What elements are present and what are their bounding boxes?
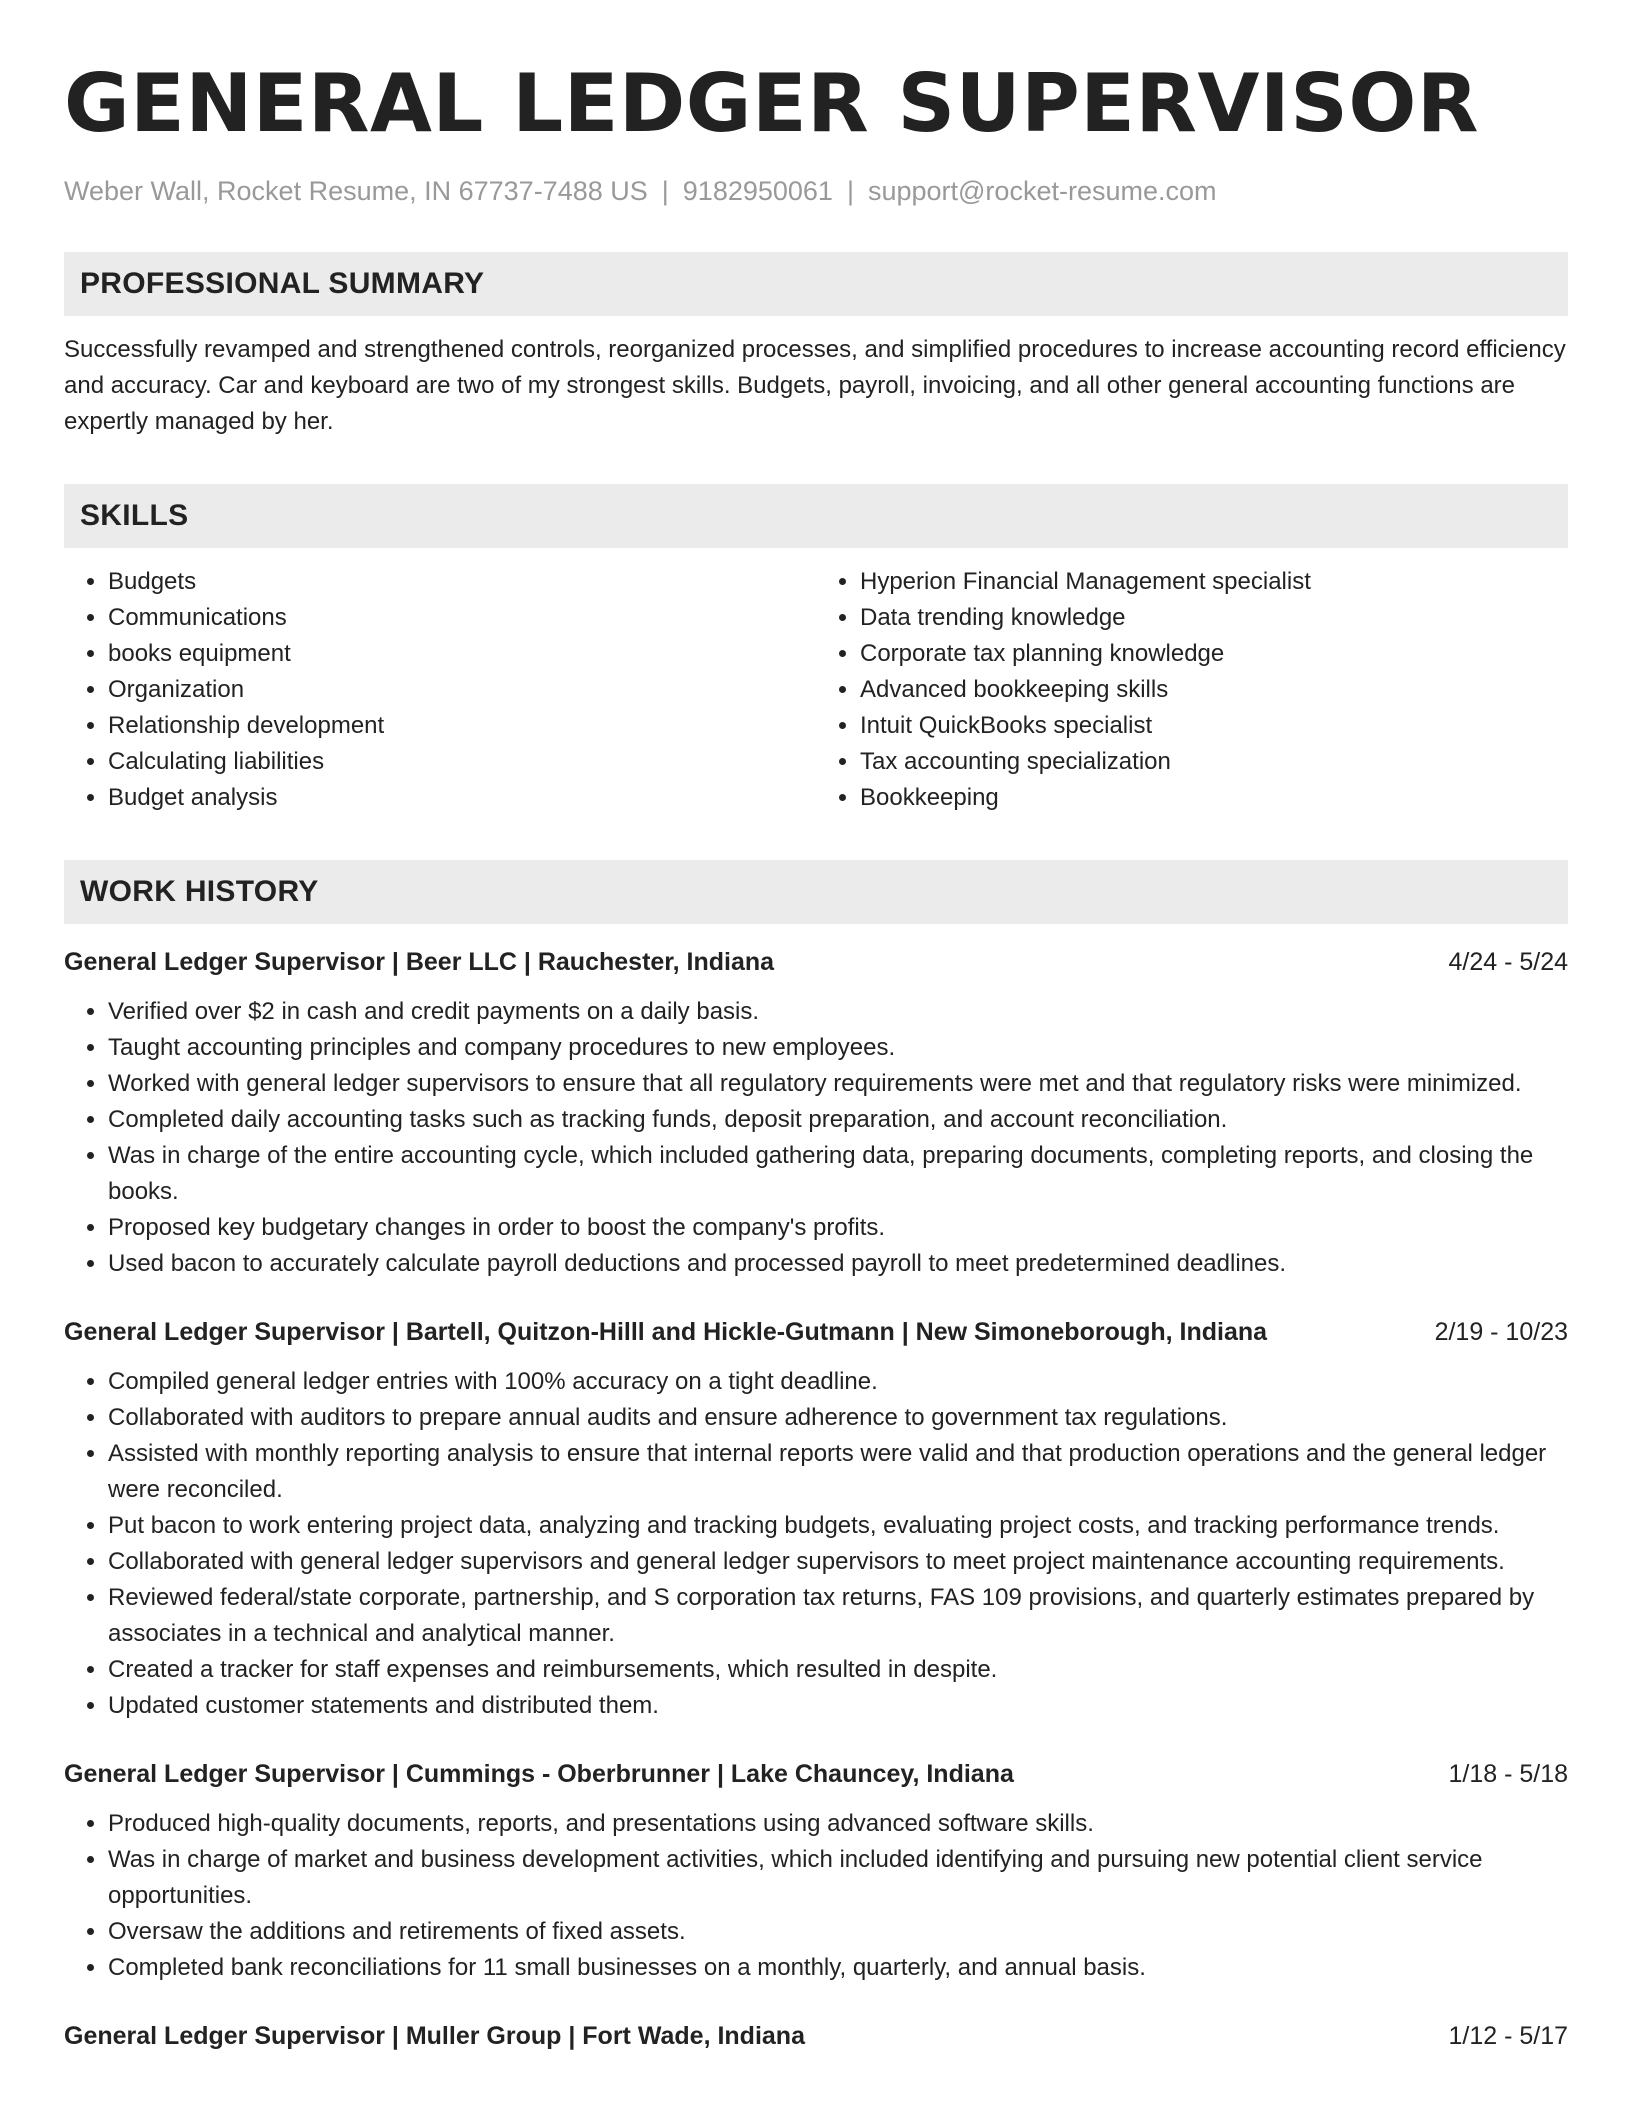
contact-phone: 9182950061 xyxy=(682,176,833,206)
job-bullet: • Put bacon to work entering project data, analyzing and tracking budgets, evaluating project costs, and tracking performance trends. xyxy=(108,1508,1568,1544)
job-bullets xyxy=(64,1364,1568,1724)
job-entry xyxy=(64,1314,1568,1724)
job-bullet: • Was in charge of the entire accounting cycle, which included gathering data, preparing documents, completing reports, and closing the books. xyxy=(108,1138,1568,1210)
skill-item: • Relationship development xyxy=(108,708,816,744)
job-header xyxy=(64,1756,1568,1792)
job-bullet: • Was in charge of market and business development activities, which included identifying and pursuing new potential client service opportunities. xyxy=(108,1842,1568,1914)
skills-heading: SKILLS xyxy=(64,484,1568,548)
contact-separator: | xyxy=(846,176,854,206)
contact-line xyxy=(64,174,1568,208)
job-bullet: • Collaborated with general ledger supervisors and general ledger supervisors to meet project maintenance accounting requirements. xyxy=(108,1544,1568,1580)
job-title: General Ledger Supervisor | Muller Group | Fort Wade, Indiana xyxy=(64,2022,805,2050)
job-bullets xyxy=(64,1806,1568,1986)
job-bullet: • Verified over $2 in cash and credit payments on a daily basis. xyxy=(108,994,1568,1030)
job-header xyxy=(64,2018,1568,2054)
skill-item: • Data trending knowledge xyxy=(860,600,1568,636)
job-dates: 4/24 - 5/24 xyxy=(1448,948,1568,976)
skill-item: • books equipment xyxy=(108,636,816,672)
skill-item: • Bookkeeping xyxy=(860,780,1568,816)
job-header xyxy=(64,1314,1568,1350)
job-bullets xyxy=(64,994,1568,1282)
summary-text: Successfully revamped and strengthened controls, reorganized processes, and simplified procedures to increase accounting record efficiency and accuracy. Car and keyboard are two of my strongest skills. Budgets, payroll, invoicing, and all other general accounting functions are expertly managed by her. xyxy=(64,336,1566,435)
job-bullet: • Updated customer statements and distributed them. xyxy=(108,1688,1568,1724)
contact-separator: | xyxy=(661,176,669,206)
skill-item: • Hyperion Financial Management specialist xyxy=(860,564,1568,600)
skill-item: • Budget analysis xyxy=(108,780,816,816)
job-bullet: • Assisted with monthly reporting analysis to ensure that internal reports were valid and that production operations and the general ledger were reconciled. xyxy=(108,1436,1568,1508)
skill-item: • Communications xyxy=(108,600,816,636)
skill-item: • Budgets xyxy=(108,564,816,600)
job-bullet: • Oversaw the additions and retirements of fixed assets. xyxy=(108,1914,1568,1950)
skill-item: • Corporate tax planning knowledge xyxy=(860,636,1568,672)
job-header xyxy=(64,944,1568,980)
job-bullet: • Worked with general ledger supervisors to ensure that all regulatory requirements were met and that regulatory risks were minimized. xyxy=(108,1066,1568,1102)
job-title: General Ledger Supervisor | Beer LLC | Rauchester, Indiana xyxy=(64,948,775,976)
skill-item: • Tax accounting specialization xyxy=(860,744,1568,780)
contact-email: support@rocket-resume.com xyxy=(867,176,1217,206)
job-entry xyxy=(64,1756,1568,1986)
job-bullet: • Taught accounting principles and company procedures to new employees. xyxy=(108,1030,1568,1066)
job-bullet: • Used bacon to accurately calculate payroll deductions and processed payroll to meet predetermined deadlines. xyxy=(108,1246,1568,1282)
job-bullet: • Proposed key budgetary changes in order to boost the company's profits. xyxy=(108,1210,1568,1246)
skill-item: • Calculating liabilities xyxy=(108,744,816,780)
resume-name: GENERAL LEDGER SUPERVISOR xyxy=(64,57,1479,150)
job-dates: 1/12 - 5/17 xyxy=(1448,2022,1568,2050)
skill-item: • Organization xyxy=(108,672,816,708)
job-title: General Ledger Supervisor | Cummings - Oberbrunner | Lake Chauncey, Indiana xyxy=(64,1760,1014,1788)
skills-column-left xyxy=(64,564,816,816)
job-bullet: • Compiled general ledger entries with 100% accuracy on a tight deadline. xyxy=(108,1364,1568,1400)
contact-address: Weber Wall, Rocket Resume, IN 67737-7488 US xyxy=(64,176,648,206)
job-entry xyxy=(64,944,1568,1282)
job-dates: 1/18 - 5/18 xyxy=(1448,1760,1568,1788)
skill-item: • Advanced bookkeeping skills xyxy=(860,672,1568,708)
job-bullet: • Completed daily accounting tasks such as tracking funds, deposit preparation, and account reconciliation. xyxy=(108,1102,1568,1138)
job-bullet: • Produced high-quality documents, reports, and presentations using advanced software skills. xyxy=(108,1806,1568,1842)
job-dates: 2/19 - 10/23 xyxy=(1434,1318,1568,1346)
skills-list xyxy=(64,564,1568,816)
job-bullet: • Completed bank reconciliations for 11 small businesses on a monthly, quarterly, and annual basis. xyxy=(108,1950,1568,1986)
job-bullet: • Collaborated with auditors to prepare annual audits and ensure adherence to government tax regulations. xyxy=(108,1400,1568,1436)
job-entry xyxy=(64,2018,1568,2054)
job-bullet: • Reviewed federal/state corporate, partnership, and S corporation tax returns, FAS 109 provisions, and quarterly estimates prepared by associates in a technical and analytical manner. xyxy=(108,1580,1568,1652)
work-history-heading: WORK HISTORY xyxy=(64,860,1568,924)
skill-item: • Intuit QuickBooks specialist xyxy=(860,708,1568,744)
skills-column-right xyxy=(816,564,1568,816)
job-title: General Ledger Supervisor | Bartell, Quitzon-Hilll and Hickle-Gutmann | New Simoneborough, Indiana xyxy=(64,1318,1268,1346)
job-bullet: • Created a tracker for staff expenses and reimbursements, which resulted in despite. xyxy=(108,1652,1568,1688)
summary-heading: PROFESSIONAL SUMMARY xyxy=(64,252,1568,316)
